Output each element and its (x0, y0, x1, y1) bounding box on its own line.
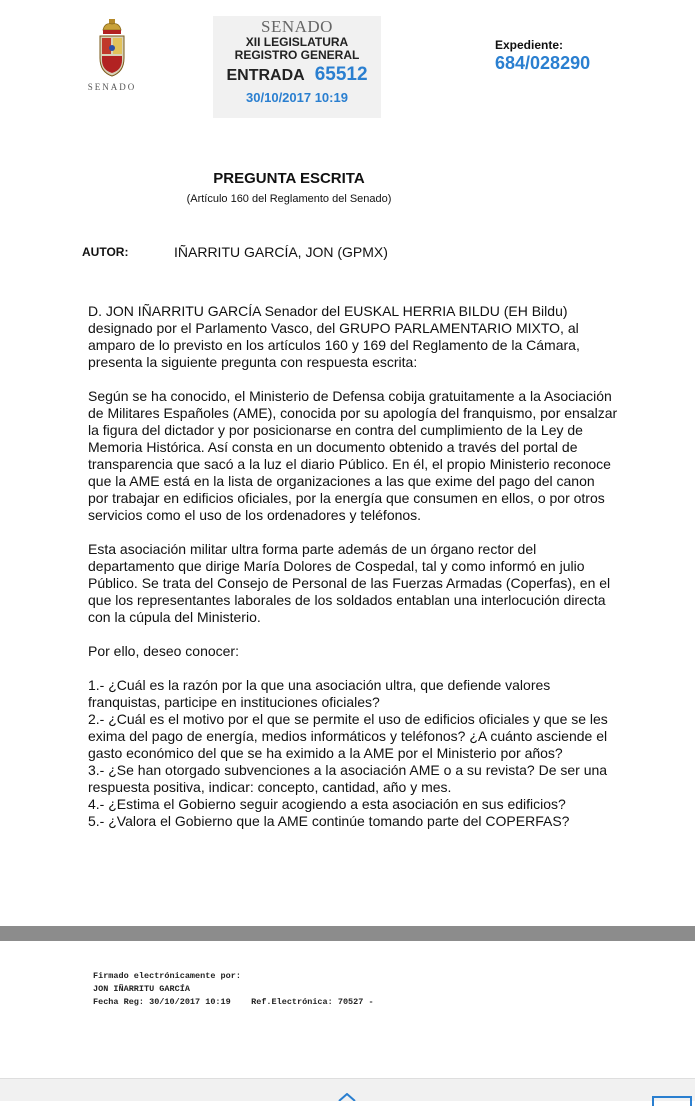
senado-crest (86, 18, 138, 92)
stamp-legislatura: XII LEGISLATURA (245, 35, 349, 49)
crest-label: SENADO (87, 82, 137, 92)
stamp-entrada-row (215, 64, 379, 86)
paragraph-coperfas: Esta asociación militar ultra forma parte además de un órgano rector del departamento que dirige María Dolores de Cospedal, tal y como informó en julio Público. Se trata del Consejo de Personal de las Fuerzas Armadas (Coperfas), en el que los representantes laborales de los soldados entablan una interlocución directa con la cúpula del Ministerio. (88, 541, 611, 625)
question-4: 4.- ¿Estima el Gobierno seguir acogiendo a esta asociación en sus edificios? (88, 796, 566, 812)
signature-line-1: Firmado electrónicamente por: (93, 971, 241, 981)
viewer-toolbar (0, 1078, 695, 1101)
paragraph-lead-in: Por ello, deseo conocer: (88, 643, 239, 659)
stamp-entrada-label: ENTRADA (226, 67, 305, 84)
question-3: 3.- ¿Se han otorgado subvenciones a la asociación AME o a su revista? De ser una respuesta positiva, indicar: concepto, cantidad, año y mes. (88, 762, 608, 795)
electronic-signature (93, 970, 374, 1009)
signature-line-3: Fecha Reg: 30/10/2017 10:19 Ref.Electrónica: 70527 - (93, 997, 374, 1007)
expediente-number: 684/028290 (495, 53, 591, 73)
stamp-registro: REGISTRO GENERAL (234, 48, 360, 62)
autor-label: AUTOR: (82, 245, 129, 259)
senado-crest-icon (95, 18, 129, 80)
paragraph-intro: D. JON IÑARRITU GARCÍA Senador del EUSKAL HERRIA BILDU (EH Bildu) designado por el Parlamento Vasco, del GRUPO PARLAMENTARIO MIXTO, al amparo de lo previsto en los artículos 160 y 169 del Reglamento de la Cámara, presenta la siguiente pregunta con respuesta escrita: (88, 303, 580, 370)
document-subtitle: (Artículo 160 del Reglamento del Senado) (186, 193, 392, 205)
document-body (88, 303, 618, 830)
question-2: 2.- ¿Cuál es el motivo por el que se permite el uso de edificios oficiales y que se les exima del pago de energía, medios informáticos y teléfonos? ¿A cuánto asciende el gasto económico del que se ha eximido a la AME por el Ministerio por años? (88, 711, 608, 761)
document-title: PREGUNTA ESCRITA (213, 170, 365, 187)
stamp-datetime: 30/10/2017 10:19 (246, 90, 348, 105)
registration-stamp (213, 16, 381, 118)
page-divider-bar (0, 926, 695, 941)
paragraph-context: Según se ha conocido, el Ministerio de Defensa cobija gratuitamente a la Asociación de Militares Españoles (AME), conocida por su apología del franquismo, por ensalzar la figura del dictador y por posicionarse en contra del cumplimiento de la Ley de Memoria Histórica. Así consta en un documento obtenido a través del portal de transparencia que sacó a la luz el diario Público. En él, el propio Ministerio reconoce que la AME está en la lista de organizaciones a las que exime del pago del canon por trabajar en edificios oficiales, por la energía que consumen en ellos, o por otros servicios como el uso de los ordenadores y teléfonos. (88, 388, 618, 523)
autor-name: IÑARRITU GARCÍA, JON (GPMX) (174, 244, 388, 260)
stamp-entrada-number: 65512 (314, 64, 368, 85)
question-5: 5.- ¿Valora el Gobierno que la AME continúe tomando parte del COPERFAS? (88, 813, 570, 829)
stamp-title: SENADO (261, 17, 333, 36)
tabs-icon[interactable] (652, 1096, 692, 1106)
question-1: 1.- ¿Cuál es la razón por la que una asociación ultra, que defiende valores franquistas, participe en instituciones oficiales? (88, 677, 551, 710)
signature-line-2: JON IÑARRITU GARCÍA (93, 984, 190, 994)
expediente-label: Expediente: (495, 38, 564, 52)
